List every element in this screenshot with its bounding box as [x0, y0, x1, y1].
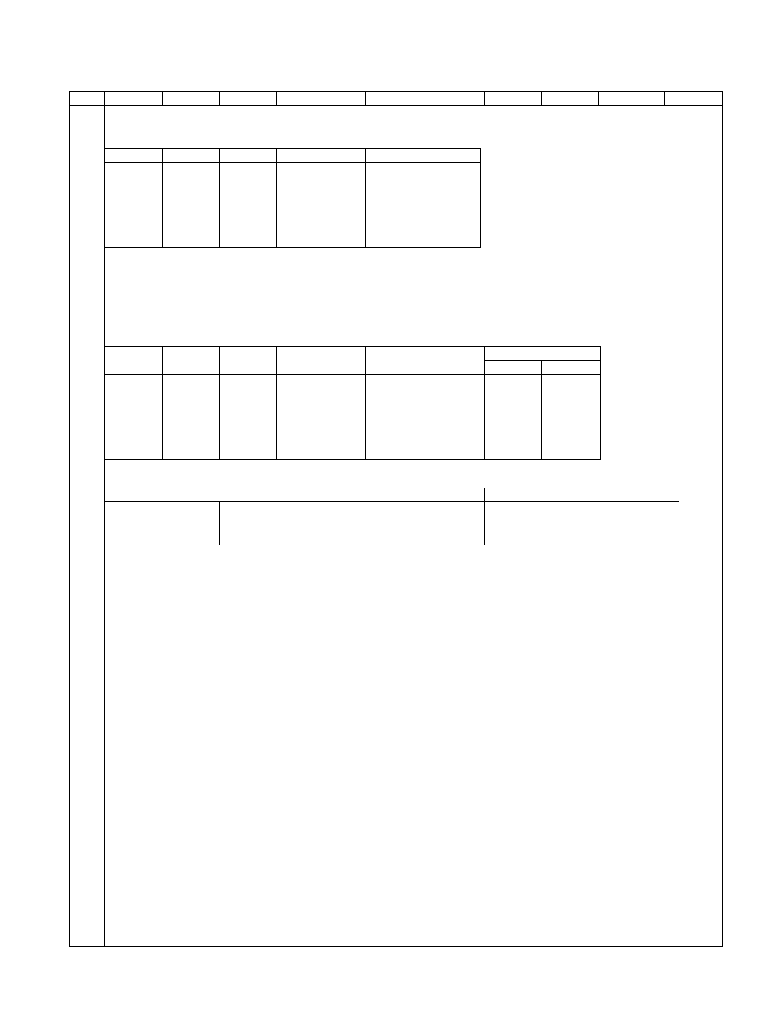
spreadsheet — [69, 91, 723, 947]
row-header-divider — [104, 92, 105, 946]
column-header-e[interactable] — [365, 92, 484, 106]
column-header-g[interactable] — [541, 92, 598, 106]
s1-header-status — [219, 148, 276, 162]
s1-header-tunjangan-istri — [365, 148, 480, 162]
column-header-f[interactable] — [484, 92, 541, 106]
column-header-b[interactable] — [162, 92, 219, 106]
s1-header-gol — [162, 148, 219, 162]
column-header-h[interactable] — [598, 92, 664, 106]
s1-header-nama — [105, 148, 162, 162]
column-header-a[interactable] — [105, 92, 162, 106]
s1-header-gaji-pokok — [276, 148, 365, 162]
column-header-c[interactable] — [219, 92, 276, 106]
column-header-i[interactable] — [664, 92, 722, 106]
column-header-d[interactable] — [276, 92, 365, 106]
